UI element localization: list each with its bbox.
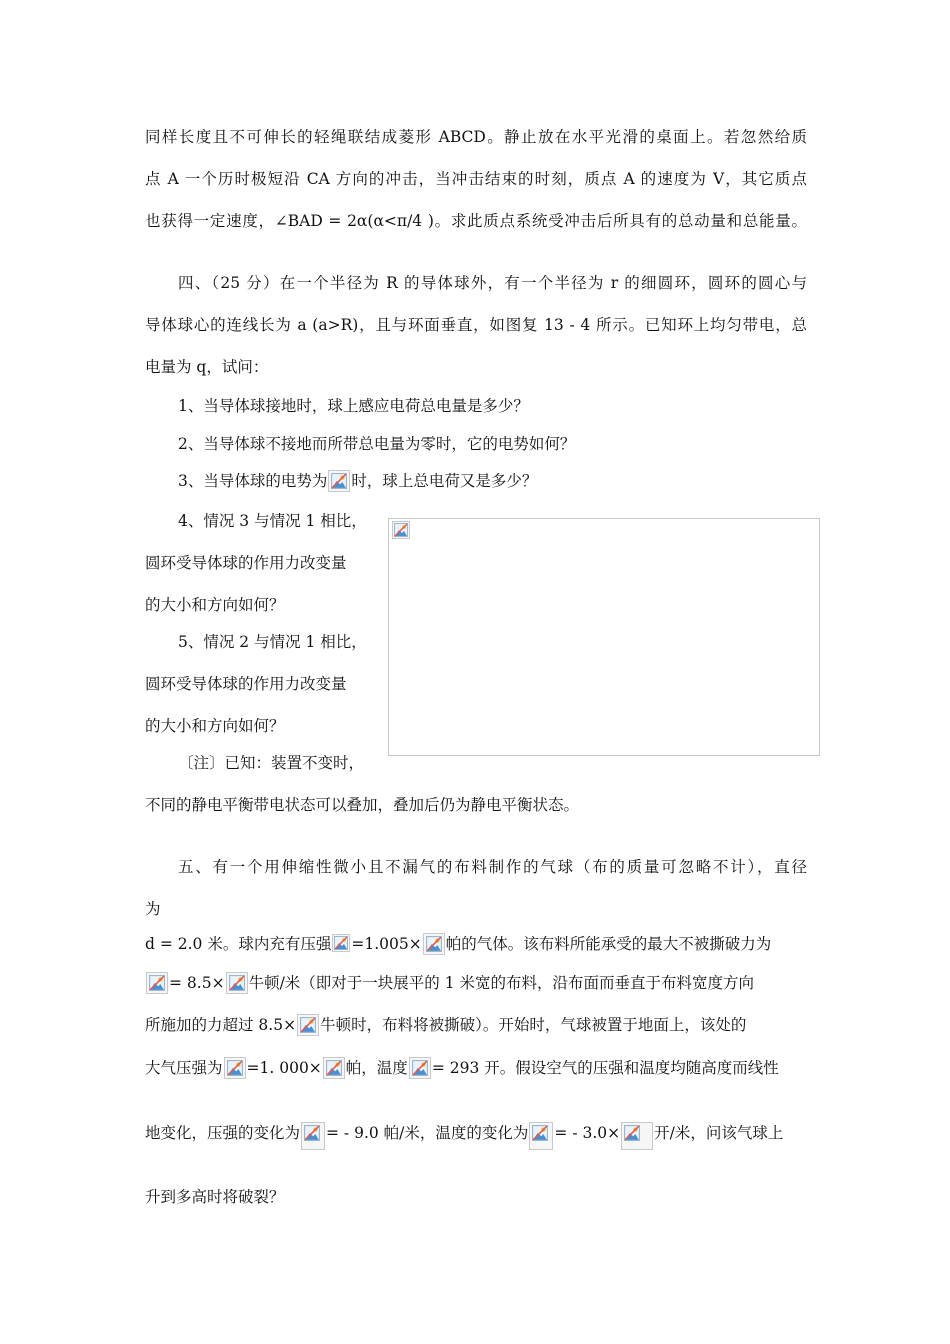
question-5-line-2: 圆环受导体球的作用力改变量 — [145, 675, 347, 693]
formula-image-icon — [621, 1122, 653, 1150]
text-span: 牛顿/米（即对于一块展平的 1 米宽的布料，沿布面而垂直于布料宽度方向 — [248, 974, 755, 992]
question-2: 2、当导体球不接地而所带总电量为零时，它的电势如何？ — [178, 435, 576, 453]
paragraph-line — [145, 972, 754, 994]
question-1: 1、当导体球接地时，球上感应电荷总电量是多少？ — [178, 397, 529, 415]
formula-image-icon — [323, 1057, 345, 1079]
formula-image-icon — [529, 1122, 553, 1150]
text-span: =1. 000× — [246, 1059, 322, 1077]
question-4-line-2: 圆环受导体球的作用力改变量 — [145, 554, 347, 572]
text-span: 帕，温度 — [345, 1059, 408, 1077]
note-line-1: 〔注〕已知：装置不变时， — [178, 754, 365, 772]
problem-4-heading: 四、（25 分）在一个半径为 R 的导体球外，有一个半径为 r 的细圆环，圆环的圆心与 — [178, 274, 807, 292]
text-span: 所施加的力超过 8.5× — [145, 1016, 297, 1034]
paragraph-line — [145, 933, 771, 955]
problem-5-heading: 五、有一个用伸缩性微小且不漏气的布料制作的气球（布的质量可忽略不计），直径 — [178, 858, 807, 876]
formula-image-icon — [146, 972, 168, 994]
broken-image-icon — [392, 521, 410, 539]
paragraph-line: 升到多高时将破裂？ — [145, 1188, 285, 1206]
text-span: 大气压强为 — [145, 1059, 223, 1077]
paragraph-line: 电量为 q，试问： — [145, 358, 269, 376]
formula-image-icon — [423, 933, 445, 955]
note-line-2: 不同的静电平衡带电状态可以叠加，叠加后仍为静电平衡状态。 — [145, 796, 580, 814]
paragraph-line: 导体球心的连线长为 a (a>R)，且与环面垂直，如图复 13 - 4 所示。已知环上均匀带电，总 — [145, 316, 807, 334]
formula-image-icon — [332, 934, 350, 952]
paragraph-line — [145, 1014, 746, 1036]
text-span: 地变化，压强的变化为 — [145, 1124, 301, 1142]
question-3-text-b: 时，球上总电荷又是多少？ — [351, 472, 538, 490]
paragraph-line — [145, 1122, 783, 1150]
text-span: = - 3.0× — [554, 1124, 621, 1142]
question-4-line-3: 的大小和方向如何？ — [145, 596, 285, 614]
text-span: = 8.5× — [169, 974, 225, 992]
text-span: =1.005× — [351, 935, 422, 953]
text-span: d = 2.0 米。球内充有压强 — [145, 935, 332, 953]
paragraph-line — [145, 1057, 779, 1079]
figure-placeholder — [388, 518, 820, 756]
text-span: 牛顿时，布料将被撕破）。开始时，气球被置于地面上，该处的 — [320, 1016, 747, 1034]
paragraph-line: 也获得一定速度，∠BAD = 2α(α<π/4 )。求此质点系统受冲击后所具有的总动量和总能量。 — [145, 212, 807, 230]
formula-image-icon — [226, 972, 248, 994]
question-5-line-1: 5、情况 2 与情况 1 相比， — [178, 633, 367, 651]
text-span: = - 9.0 帕/米，温度的变化为 — [326, 1124, 529, 1142]
paragraph-line: 为 — [145, 900, 161, 918]
formula-image-icon — [301, 1122, 325, 1150]
paragraph-line: 同样长度且不可伸长的轻绳联结成菱形 ABCD。静止放在水平光滑的桌面上。若忽然给质 — [145, 128, 807, 146]
formula-image-icon — [328, 470, 350, 492]
paragraph-line: 点 A 一个历时极短沿 CA 方向的冲击，当冲击结束的时刻，质点 A 的速度为 V，其它质点 — [145, 170, 807, 188]
formula-image-icon — [409, 1057, 431, 1079]
question-3-text-a: 3、当导体球的电势为 — [178, 472, 328, 490]
text-span: 帕的气体。该布料所能承受的最大不被撕破力为 — [445, 935, 772, 953]
text-span: 开/米，问该气球上 — [654, 1124, 784, 1142]
formula-image-icon — [224, 1057, 246, 1079]
question-5-line-3: 的大小和方向如何？ — [145, 717, 285, 735]
question-3 — [178, 470, 537, 492]
question-4-line-1: 4、情况 3 与情况 1 相比， — [178, 512, 367, 530]
text-span: = 293 开。假设空气的压强和温度均随高度而线性 — [431, 1059, 779, 1077]
formula-image-icon — [297, 1014, 319, 1036]
